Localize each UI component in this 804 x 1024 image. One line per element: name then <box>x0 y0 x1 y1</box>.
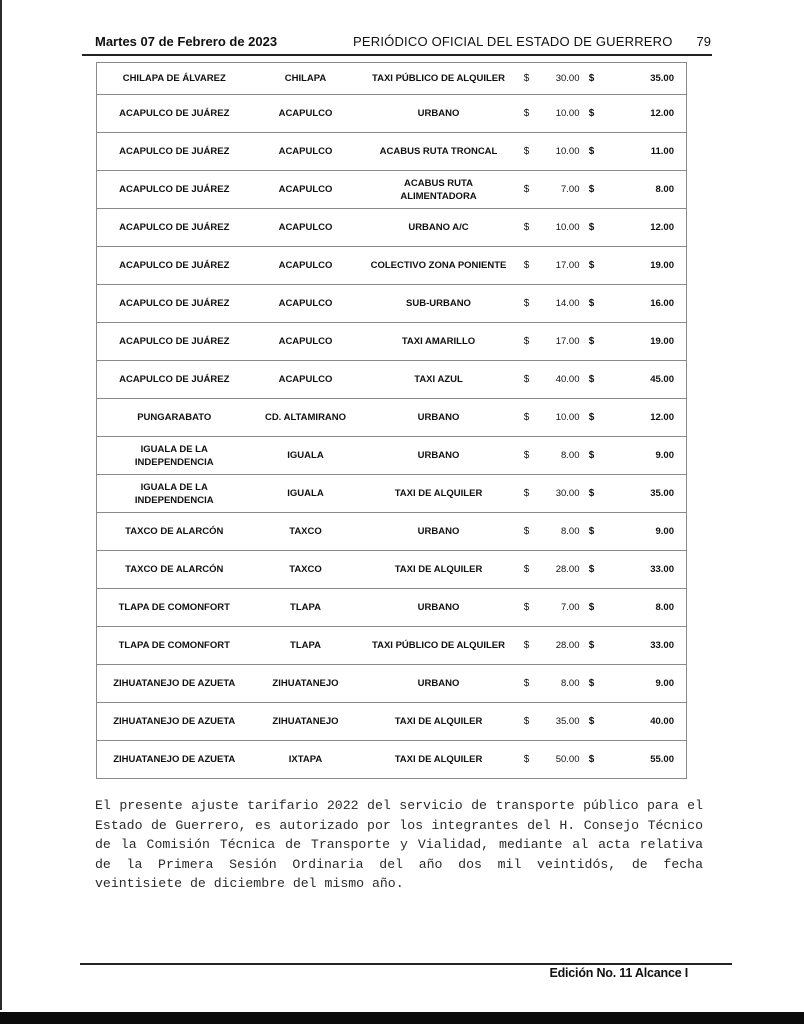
localidad-cell: ACAPULCO <box>252 95 360 133</box>
currency-symbol-cell: $ <box>580 475 604 513</box>
localidad-cell: ACAPULCO <box>252 323 360 361</box>
currency-symbol-cell: $ <box>518 171 536 209</box>
previous-fare-cell: 30.00 <box>536 475 580 513</box>
table-row <box>97 399 687 437</box>
localidad-cell: IGUALA <box>252 475 360 513</box>
modalidad-cell: ACABUS RUTA TRONCAL <box>360 133 518 171</box>
tariff-table <box>96 62 687 779</box>
modalidad-cell: URBANO <box>360 95 518 133</box>
header-page-number: 79 <box>696 34 711 49</box>
localidad-cell: CHILAPA <box>252 63 360 95</box>
header-publication-title: PERIÓDICO OFICIAL DEL ESTADO DE GUERRERO <box>353 34 673 49</box>
page-header <box>95 34 711 54</box>
page-bottom-band <box>0 1012 804 1024</box>
currency-symbol-cell: $ <box>580 171 604 209</box>
new-fare-cell: 16.00 <box>604 285 687 323</box>
table-row <box>97 209 687 247</box>
previous-fare-cell: 28.00 <box>536 551 580 589</box>
currency-symbol-cell: $ <box>518 95 536 133</box>
previous-fare-cell: 50.00 <box>536 741 580 779</box>
new-fare-cell: 45.00 <box>604 361 687 399</box>
new-fare-cell: 33.00 <box>604 551 687 589</box>
modalidad-cell: URBANO <box>360 589 518 627</box>
localidad-cell: TAXCO <box>252 513 360 551</box>
previous-fare-cell: 35.00 <box>536 703 580 741</box>
previous-fare-cell: 17.00 <box>536 323 580 361</box>
previous-fare-cell: 7.00 <box>536 589 580 627</box>
modalidad-cell: TAXI AMARILLO <box>360 323 518 361</box>
localidad-cell: TLAPA <box>252 627 360 665</box>
new-fare-cell: 9.00 <box>604 437 687 475</box>
municipio-cell: TLAPA DE COMONFORT <box>97 589 252 627</box>
currency-symbol-cell: $ <box>580 285 604 323</box>
previous-fare-cell: 28.00 <box>536 627 580 665</box>
modalidad-cell: URBANO <box>360 399 518 437</box>
footer-edition: Edición No. 11 Alcance I <box>549 966 688 980</box>
previous-fare-cell: 14.00 <box>536 285 580 323</box>
municipio-cell: ACAPULCO DE JUÁREZ <box>97 323 252 361</box>
currency-symbol-cell: $ <box>518 285 536 323</box>
tariff-authorization-note: El presente ajuste tarifario 2022 del servicio de transporte público para el Estado de Guerrero, es autorizado por los integrantes del H. Consejo Técnico de la Comisión Técnica de Transporte y Vialidad, mediante al acta relativa de la Primera Sesión Ordinaria del año dos mil veintidós, de fecha veintisiete de diciembre del mismo año. <box>95 798 703 891</box>
table-row <box>97 133 687 171</box>
new-fare-cell: 9.00 <box>604 513 687 551</box>
previous-fare-cell: 10.00 <box>536 399 580 437</box>
modalidad-cell: TAXI PÚBLICO DE ALQUILER <box>360 627 518 665</box>
table-row <box>97 323 687 361</box>
previous-fare-cell: 10.00 <box>536 133 580 171</box>
new-fare-cell: 33.00 <box>604 627 687 665</box>
currency-symbol-cell: $ <box>518 589 536 627</box>
localidad-cell: ZIHUATANEJO <box>252 703 360 741</box>
currency-symbol-cell: $ <box>580 703 604 741</box>
localidad-cell: ACAPULCO <box>252 361 360 399</box>
currency-symbol-cell: $ <box>580 665 604 703</box>
currency-symbol-cell: $ <box>580 589 604 627</box>
currency-symbol-cell: $ <box>580 513 604 551</box>
table-row <box>97 437 687 475</box>
previous-fare-cell: 40.00 <box>536 361 580 399</box>
municipio-cell: ACAPULCO DE JUÁREZ <box>97 285 252 323</box>
localidad-cell: IGUALA <box>252 437 360 475</box>
currency-symbol-cell: $ <box>518 399 536 437</box>
municipio-cell: ACAPULCO DE JUÁREZ <box>97 133 252 171</box>
new-fare-cell: 12.00 <box>604 95 687 133</box>
currency-symbol-cell: $ <box>580 361 604 399</box>
new-fare-cell: 12.00 <box>604 399 687 437</box>
localidad-cell: CD. ALTAMIRANO <box>252 399 360 437</box>
table-row <box>97 95 687 133</box>
table-row <box>97 665 687 703</box>
municipio-cell: TAXCO DE ALARCÓN <box>97 513 252 551</box>
header-rule <box>82 54 712 56</box>
new-fare-cell: 55.00 <box>604 741 687 779</box>
municipio-cell: IGUALA DE LA INDEPENDENCIA <box>97 437 252 475</box>
previous-fare-cell: 8.00 <box>536 437 580 475</box>
municipio-cell: TLAPA DE COMONFORT <box>97 627 252 665</box>
currency-symbol-cell: $ <box>580 209 604 247</box>
table-row <box>97 475 687 513</box>
previous-fare-cell: 30.00 <box>536 63 580 95</box>
localidad-cell: ACAPULCO <box>252 247 360 285</box>
currency-symbol-cell: $ <box>518 361 536 399</box>
table-row <box>97 171 687 209</box>
currency-symbol-cell: $ <box>580 247 604 285</box>
new-fare-cell: 35.00 <box>604 63 687 95</box>
currency-symbol-cell: $ <box>518 703 536 741</box>
municipio-cell: ACAPULCO DE JUÁREZ <box>97 247 252 285</box>
table-row <box>97 513 687 551</box>
currency-symbol-cell: $ <box>518 323 536 361</box>
modalidad-cell: TAXI DE ALQUILER <box>360 475 518 513</box>
currency-symbol-cell: $ <box>518 513 536 551</box>
currency-symbol-cell: $ <box>580 627 604 665</box>
currency-symbol-cell: $ <box>518 209 536 247</box>
new-fare-cell: 19.00 <box>604 247 687 285</box>
localidad-cell: ZIHUATANEJO <box>252 665 360 703</box>
previous-fare-cell: 17.00 <box>536 247 580 285</box>
municipio-cell: ACAPULCO DE JUÁREZ <box>97 361 252 399</box>
currency-symbol-cell: $ <box>580 63 604 95</box>
currency-symbol-cell: $ <box>518 63 536 95</box>
new-fare-cell: 35.00 <box>604 475 687 513</box>
new-fare-cell: 9.00 <box>604 665 687 703</box>
currency-symbol-cell: $ <box>518 741 536 779</box>
currency-symbol-cell: $ <box>580 95 604 133</box>
previous-fare-cell: 10.00 <box>536 209 580 247</box>
localidad-cell: TAXCO <box>252 551 360 589</box>
municipio-cell: ZIHUATANEJO DE AZUETA <box>97 665 252 703</box>
modalidad-cell: URBANO <box>360 513 518 551</box>
tariff-table-container <box>96 62 686 779</box>
currency-symbol-cell: $ <box>518 551 536 589</box>
currency-symbol-cell: $ <box>518 627 536 665</box>
localidad-cell: ACAPULCO <box>252 133 360 171</box>
table-row <box>97 703 687 741</box>
municipio-cell: ACAPULCO DE JUÁREZ <box>97 95 252 133</box>
new-fare-cell: 40.00 <box>604 703 687 741</box>
currency-symbol-cell: $ <box>580 551 604 589</box>
currency-symbol-cell: $ <box>518 475 536 513</box>
previous-fare-cell: 8.00 <box>536 665 580 703</box>
table-row <box>97 551 687 589</box>
new-fare-cell: 11.00 <box>604 133 687 171</box>
currency-symbol-cell: $ <box>580 437 604 475</box>
currency-symbol-cell: $ <box>580 399 604 437</box>
table-row <box>97 627 687 665</box>
modalidad-cell: ACABUS RUTA ALIMENTADORA <box>360 171 518 209</box>
tariff-table-body <box>97 63 687 779</box>
table-row <box>97 589 687 627</box>
previous-fare-cell: 8.00 <box>536 513 580 551</box>
modalidad-cell: TAXI DE ALQUILER <box>360 551 518 589</box>
currency-symbol-cell: $ <box>518 437 536 475</box>
new-fare-cell: 19.00 <box>604 323 687 361</box>
modalidad-cell: TAXI DE ALQUILER <box>360 741 518 779</box>
table-row <box>97 361 687 399</box>
modalidad-cell: URBANO <box>360 437 518 475</box>
modalidad-cell: SUB-URBANO <box>360 285 518 323</box>
modalidad-cell: TAXI AZUL <box>360 361 518 399</box>
new-fare-cell: 8.00 <box>604 589 687 627</box>
previous-fare-cell: 10.00 <box>536 95 580 133</box>
localidad-cell: ACAPULCO <box>252 171 360 209</box>
header-date: Martes 07 de Febrero de 2023 <box>95 34 278 49</box>
localidad-cell: ACAPULCO <box>252 285 360 323</box>
page-left-edge <box>0 0 2 1010</box>
municipio-cell: ZIHUATANEJO DE AZUETA <box>97 741 252 779</box>
previous-fare-cell: 7.00 <box>536 171 580 209</box>
currency-symbol-cell: $ <box>580 323 604 361</box>
municipio-cell: ACAPULCO DE JUÁREZ <box>97 171 252 209</box>
table-row <box>97 247 687 285</box>
localidad-cell: ACAPULCO <box>252 209 360 247</box>
municipio-cell: TAXCO DE ALARCÓN <box>97 551 252 589</box>
currency-symbol-cell: $ <box>518 665 536 703</box>
municipio-cell: PUNGARABATO <box>97 399 252 437</box>
footer-rule <box>80 963 732 965</box>
modalidad-cell: TAXI DE ALQUILER <box>360 703 518 741</box>
modalidad-cell: URBANO <box>360 665 518 703</box>
table-row <box>97 63 687 95</box>
currency-symbol-cell: $ <box>580 133 604 171</box>
table-row <box>97 741 687 779</box>
currency-symbol-cell: $ <box>580 741 604 779</box>
municipio-cell: CHILAPA DE ÁLVAREZ <box>97 63 252 95</box>
municipio-cell: IGUALA DE LA INDEPENDENCIA <box>97 475 252 513</box>
table-row <box>97 285 687 323</box>
modalidad-cell: URBANO A/C <box>360 209 518 247</box>
currency-symbol-cell: $ <box>518 247 536 285</box>
new-fare-cell: 12.00 <box>604 209 687 247</box>
localidad-cell: IXTAPA <box>252 741 360 779</box>
modalidad-cell: COLECTIVO ZONA PONIENTE <box>360 247 518 285</box>
new-fare-cell: 8.00 <box>604 171 687 209</box>
municipio-cell: ZIHUATANEJO DE AZUETA <box>97 703 252 741</box>
localidad-cell: TLAPA <box>252 589 360 627</box>
modalidad-cell: TAXI PÚBLICO DE ALQUILER <box>360 63 518 95</box>
municipio-cell: ACAPULCO DE JUÁREZ <box>97 209 252 247</box>
currency-symbol-cell: $ <box>518 133 536 171</box>
